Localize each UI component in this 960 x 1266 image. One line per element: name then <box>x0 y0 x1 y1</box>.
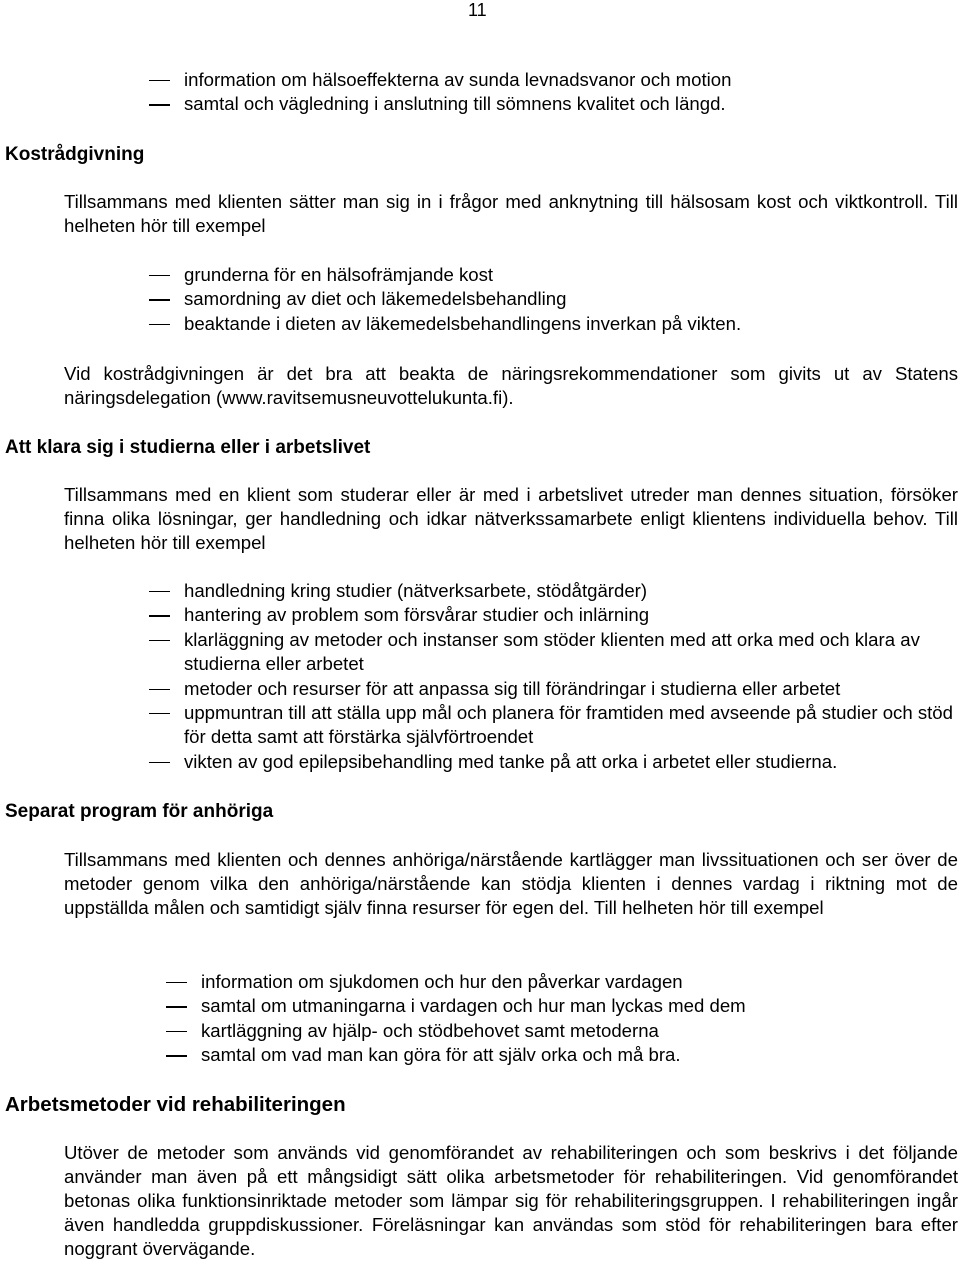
list-item: uppmuntran till att ställa upp mål och planera för framtiden med avseende på studier och stöd för detta samt att förstärka självförtroendet <box>149 701 959 750</box>
list-item: information om sjukdomen och hur den påverkar vardagen <box>166 970 959 994</box>
kost-list <box>149 263 959 336</box>
section-heading-arbetsmetoder: Arbetsmetoder vid rehabiliteringen <box>5 1093 346 1116</box>
dash-bullet <box>149 689 170 690</box>
dash-bullet <box>149 275 170 276</box>
dash-bullet <box>149 80 170 81</box>
studier-list <box>149 579 959 774</box>
list-item: metoder och resurser för att anpassa sig till förändringar i studierna eller arbetet <box>149 677 959 701</box>
dash-bullet <box>149 299 170 300</box>
list-item: vikten av god epilepsibehandling med tanke på att orka i arbetet eller studierna. <box>149 750 959 774</box>
list-item: handledning kring studier (nätverksarbete, stödåtgärder) <box>149 579 959 603</box>
dash-bullet <box>149 591 170 592</box>
dash-bullet <box>166 982 187 983</box>
dash-bullet <box>149 104 170 105</box>
list-item: grunderna för en hälsofrämjande kost <box>149 263 959 287</box>
dash-bullet <box>149 640 170 641</box>
paragraph-arbetsmetoder: Utöver de metoder som används vid genomförandet av rehabiliteringen och som beskrivs i det följande använder man även på ett mångsidigt sätt olika arbetsmetoder för rehabiliteringen. Vid genomförandet betonas olika funktionsinriktade metoder som lämpar sig för rehabiliteringsgruppen. I rehabiliteringen ingår även handledda gruppdiskussioner. Föreläsningar kan användas som stöd för rehabiliteringen bara efter noggrant övervägande. <box>64 1142 958 1259</box>
intro-list <box>149 68 959 117</box>
dash-bullet <box>149 762 170 763</box>
list-item: samtal och vägledning i anslutning till sömnens kvalitet och längd. <box>149 92 959 116</box>
page-number: 11 <box>468 0 487 20</box>
list-item: samtal om utmaningarna i vardagen och hur man lyckas med dem <box>166 994 959 1018</box>
dash-bullet <box>166 1031 187 1032</box>
dash-bullet <box>166 1006 187 1007</box>
paragraph-anhoriga-intro: Tillsammans med klienten och dennes anhöriga/närstående kartlägger man livssituationen och ser över de metoder genom vilka den anhöriga/närstående kan stödja klienten i dennes vardag i riktning mot de uppställda målen och samtidigt själv finna resurser för egen del. Till helheten hör till exempel <box>64 849 958 918</box>
list-item: information om hälsoeffekterna av sunda levnadsvanor och motion <box>149 68 959 92</box>
dash-bullet <box>149 324 170 325</box>
dash-bullet <box>166 1055 187 1056</box>
paragraph-kost-outro: Vid kostrådgivningen är det bra att beakta de näringsrekommendationer som givits ut av Statens näringsdelegation (www.ravitsemusneuvottelukunta.fi). <box>64 363 958 408</box>
list-item: hantering av problem som försvårar studier och inlärning <box>149 603 959 627</box>
list-item: beaktande i dieten av läkemedelsbehandlingens inverkan på vikten. <box>149 312 959 336</box>
section-heading-anhoriga: Separat program för anhöriga <box>5 801 274 822</box>
dash-bullet <box>149 615 170 616</box>
section-heading-kostradgivning: Kostrådgivning <box>5 144 145 165</box>
list-item: klarläggning av metoder och instanser som stöder klienten med att orka med och klara av studierna eller arbetet <box>149 628 959 677</box>
section-heading-studier: Att klara sig i studierna eller i arbetslivet <box>5 437 371 458</box>
list-item: samtal om vad man kan göra för att själv orka och må bra. <box>166 1043 959 1067</box>
paragraph-kost-intro: Tillsammans med klienten sätter man sig in i frågor med anknytning till hälsosam kost och viktkontroll. Till helheten hör till exempel <box>64 191 958 236</box>
anhoriga-list <box>166 970 959 1068</box>
dash-bullet <box>149 713 170 714</box>
list-item: samordning av diet och läkemedelsbehandling <box>149 287 959 311</box>
list-item: kartläggning av hjälp- och stödbehovet samt metoderna <box>166 1019 959 1043</box>
paragraph-studier-intro: Tillsammans med en klient som studerar eller är med i arbetslivet utreder man dennes situation, försöker finna olika lösningar, ger handledning och idkar nätverkssamarbete enligt klientens individuella behov. Till helheten hör till exempel <box>64 484 958 553</box>
